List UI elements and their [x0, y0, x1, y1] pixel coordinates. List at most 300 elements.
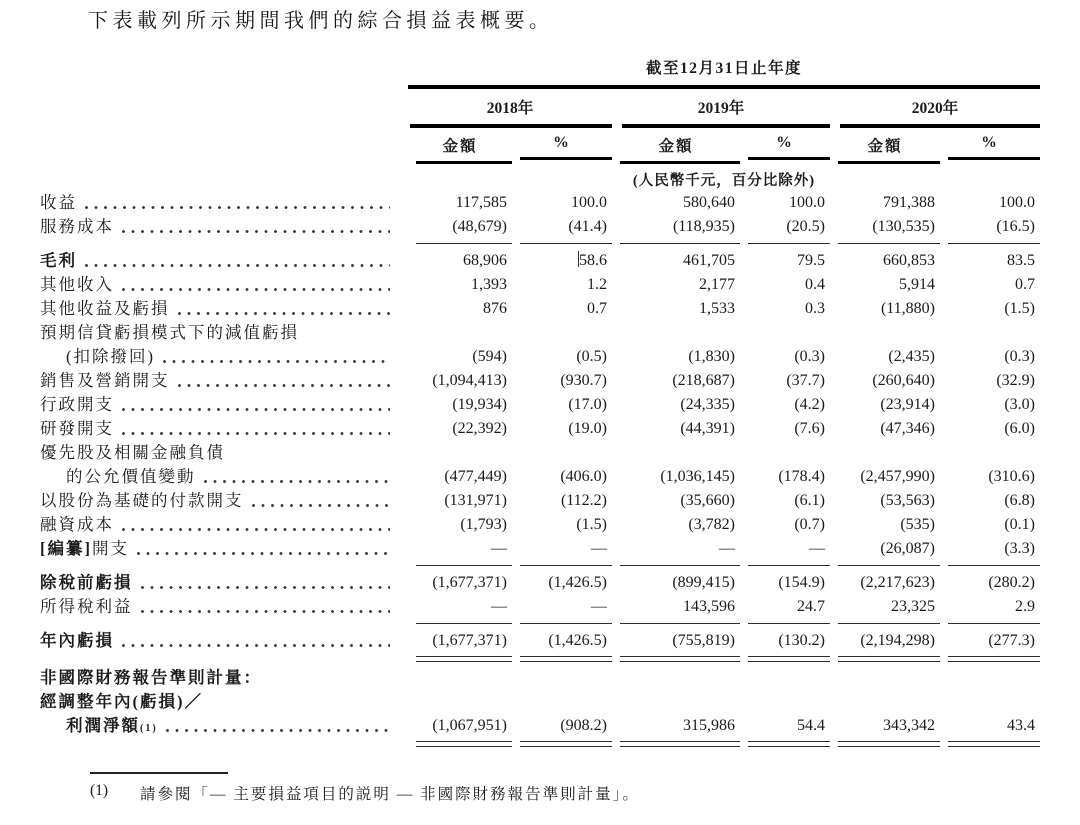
cell-value: (118,935): [672, 218, 735, 235]
row-label-cell: [40, 417, 408, 441]
row-label-cell: [40, 369, 408, 393]
header-spacer: [40, 164, 408, 191]
value-cell: [612, 465, 740, 489]
cell-value: (908.2): [560, 717, 607, 734]
footnote-marker: (1): [90, 782, 109, 799]
value-cell: [512, 537, 612, 561]
dot-leader: [122, 230, 390, 233]
cell-value: (6.0): [1004, 420, 1035, 437]
row-label: 非國際財務報告準則計量：: [40, 668, 262, 687]
value-cell: [612, 273, 740, 297]
value-cell: [830, 273, 940, 297]
value-cell: [408, 489, 512, 513]
cell-value: (26,087): [880, 540, 935, 557]
value-cell: [940, 369, 1040, 393]
cell-value: (1,426.5): [548, 574, 607, 591]
cell-value: 343,342: [883, 717, 935, 734]
table-row: [40, 321, 1040, 345]
value-cell: [940, 513, 1040, 537]
value-cell: [940, 537, 1040, 561]
value-cell: [740, 417, 830, 441]
table-row: [40, 513, 1040, 537]
cell-value: 791,388: [883, 194, 935, 211]
value-cell: [512, 513, 612, 537]
row-label: 行政開支: [40, 395, 114, 414]
cell-value: (154.9): [778, 574, 825, 591]
column-header-label: %: [553, 134, 571, 151]
cell-value: (0.1): [1004, 516, 1035, 533]
column-header-label: %: [981, 134, 999, 151]
value-cell: [940, 249, 1040, 273]
footnote-divider: [90, 772, 228, 774]
row-label-cell: [40, 393, 408, 417]
value-cell: [940, 215, 1040, 239]
row-label: 年內虧損: [40, 631, 114, 650]
value-cell: [408, 537, 512, 561]
value-cell: [512, 465, 612, 489]
cell-value: (4.2): [794, 396, 825, 413]
cell-value: 54.4: [797, 717, 825, 734]
value-cell: [830, 191, 940, 215]
row-label-cell: [40, 345, 408, 369]
cell-value: —: [591, 598, 607, 615]
cell-value: (130,535): [872, 218, 935, 235]
value-cell: [512, 249, 612, 273]
cell-value: (1.5): [1004, 300, 1035, 317]
cell-value: (131,971): [444, 492, 507, 509]
cell-value: (32.9): [996, 372, 1035, 389]
value-cell: [512, 595, 612, 619]
table-row: [40, 417, 1040, 441]
cell-value: (7.6): [794, 420, 825, 437]
cell-value: (6.8): [1004, 492, 1035, 509]
cell-value: (1,677,371): [432, 574, 507, 591]
column-rule: [748, 157, 830, 160]
value-cell: [740, 249, 830, 273]
column-header-label: %: [776, 134, 794, 151]
dot-leader: [204, 480, 391, 483]
value-cell: [408, 215, 512, 239]
row-label-cell: [40, 489, 408, 513]
cell-value: (6.1): [794, 492, 825, 509]
intro-paragraph: 下表載列所示期間我們的綜合損益表概要。: [88, 10, 554, 32]
year-group-2018: [408, 89, 612, 128]
cell-value: 24.7: [797, 598, 825, 615]
cell-value: (22,392): [452, 420, 507, 437]
cell-value: (1,036,145): [660, 468, 735, 485]
row-label: 銷售及營銷開支: [40, 371, 170, 390]
column-header-label: 金額: [658, 138, 694, 155]
cell-value: 660,853: [883, 252, 935, 269]
cell-value: (24,335): [680, 396, 735, 413]
dot-leader: [252, 504, 391, 507]
row-label-cell: [40, 571, 408, 595]
value-cell: [612, 489, 740, 513]
column-header-label: 金額: [442, 138, 478, 155]
value-cell: [740, 714, 830, 738]
row-label: 研發開支: [40, 419, 114, 438]
dot-leader: [122, 432, 390, 435]
dot-leader: [122, 408, 390, 411]
cell-value: (0.7): [794, 516, 825, 533]
value-cell: [740, 369, 830, 393]
value-cell: [408, 273, 512, 297]
cell-value: (20.5): [786, 218, 825, 235]
cell-value: 23,325: [891, 598, 935, 615]
value-cell: [408, 465, 512, 489]
cell-value: (3,782): [688, 516, 735, 533]
row-label-cell: [40, 321, 1040, 345]
cell-value: (3.0): [1004, 396, 1035, 413]
cell-value: 2.9: [1015, 598, 1035, 615]
value-cell: [408, 249, 512, 273]
row-label-cell: [40, 191, 408, 215]
cell-value: (0.3): [1004, 348, 1035, 365]
cell-value: —: [491, 598, 507, 615]
row-label: 預期信貸虧損模式下的減值虧損: [40, 323, 299, 342]
table-row: [40, 215, 1040, 245]
cell-value: 68,906: [463, 252, 507, 269]
value-cell: [512, 345, 612, 369]
cell-value: (19.0): [568, 420, 607, 437]
cell-value: (35,660): [680, 492, 735, 509]
row-label-cell: [40, 629, 408, 653]
cell-value: (178.4): [778, 468, 825, 485]
value-cell: [940, 297, 1040, 321]
row-label: 其他收益及虧損: [40, 299, 170, 318]
cell-value: 58.6: [579, 252, 607, 269]
dot-leader: [141, 586, 391, 589]
value-cell: [408, 595, 512, 619]
cell-value: (477,449): [444, 468, 507, 485]
value-cell: [408, 191, 512, 215]
cell-value: (2,457,990): [860, 468, 935, 485]
cell-value: 0.4: [805, 276, 825, 293]
cell-value: (1,426.5): [548, 632, 607, 649]
cell-value: 1.2: [587, 276, 607, 293]
cell-value: 117,585: [455, 194, 507, 211]
row-label: 經調整年內(虧損)／: [40, 692, 203, 711]
value-cell: [940, 595, 1040, 619]
cell-value: (260,640): [872, 372, 935, 389]
dot-leader: [166, 729, 390, 732]
cell-value: (310.6): [988, 468, 1035, 485]
value-cell: [940, 273, 1040, 297]
value-cell: [830, 465, 940, 489]
row-label-cell: [40, 297, 408, 321]
year-label: 2020年: [911, 100, 959, 117]
cell-value: (1.5): [576, 516, 607, 533]
value-cell: [612, 345, 740, 369]
cell-value: (44,391): [680, 420, 735, 437]
column-header-label: 金額: [867, 138, 903, 155]
cell-value: (41.4): [568, 218, 607, 235]
table-row: [40, 393, 1040, 417]
value-cell: [408, 629, 512, 653]
dot-leader: [122, 528, 390, 531]
year-label: 2018年: [486, 100, 534, 117]
dot-leader: [122, 288, 390, 291]
value-cell: [740, 537, 830, 561]
cell-value: (2,194,298): [860, 632, 935, 649]
value-cell: [612, 537, 740, 561]
cell-value: 100.0: [571, 194, 607, 211]
cell-value: (899,415): [672, 574, 735, 591]
cell-value: (130.2): [778, 632, 825, 649]
cell-value: (280.2): [988, 574, 1035, 591]
unit-note: (人民幣千元，百分比除外): [632, 173, 816, 189]
cell-value: 1,393: [471, 276, 507, 293]
row-label-cell: [40, 595, 408, 619]
footnote-text: 請參閱「— 主要損益項目的説明 — 非國際財務報告準則計量」。: [140, 786, 640, 803]
cell-value: 315,986: [683, 717, 735, 734]
value-cell: [512, 273, 612, 297]
table-row: [40, 191, 1040, 215]
value-cell: [512, 369, 612, 393]
cell-value: 79.5: [797, 252, 825, 269]
cell-value: (755,819): [672, 632, 735, 649]
year-group-2020: [830, 89, 1040, 128]
cell-value: (594): [472, 348, 507, 365]
row-label-cell: [40, 215, 408, 239]
dot-leader: [122, 644, 390, 647]
cell-value: 2,177: [699, 276, 735, 293]
row-label: 利潤淨額: [66, 716, 140, 735]
value-cell: [830, 297, 940, 321]
value-cell: [940, 345, 1040, 369]
year-group-2019: [612, 89, 830, 128]
value-cell: [830, 513, 940, 537]
row-label: 毛利: [40, 251, 77, 270]
value-cell: [512, 297, 612, 321]
cell-value: 43.4: [1007, 717, 1035, 734]
cell-value: 1,533: [699, 300, 735, 317]
value-cell: [940, 393, 1040, 417]
table-header-columns: [40, 128, 1040, 164]
cell-value: (930.7): [560, 372, 607, 389]
value-cell: [740, 513, 830, 537]
cell-value: —: [491, 540, 507, 557]
table-row: [40, 690, 1040, 714]
value-cell: [940, 489, 1040, 513]
row-label-cell: 利潤淨額 (1): [40, 714, 408, 738]
value-cell: [740, 273, 830, 297]
row-label: 的公允價值變動: [66, 467, 196, 486]
cell-value: 5,914: [899, 276, 935, 293]
value-cell: [830, 537, 940, 561]
footnote: [90, 782, 640, 804]
cell-value: 876: [483, 300, 507, 317]
value-cell: [612, 297, 740, 321]
table-row: [40, 249, 1040, 273]
value-cell: [512, 215, 612, 239]
dot-leader: [137, 552, 390, 555]
cell-value: (1,830): [688, 348, 735, 365]
column-header-amount: [830, 128, 940, 164]
cell-value: 0.7: [587, 300, 607, 317]
cell-value: 461,705: [683, 252, 735, 269]
table-row: [40, 465, 1040, 489]
period-header: 截至12月31日止年度: [408, 56, 1040, 89]
cell-value: (19,934): [452, 396, 507, 413]
value-cell: [612, 595, 740, 619]
table-row: [40, 571, 1040, 595]
value-cell: [512, 714, 612, 738]
value-cell: [940, 714, 1040, 738]
cell-value: (2,217,623): [860, 574, 935, 591]
value-cell: [740, 393, 830, 417]
cell-value: 83.5: [1007, 252, 1035, 269]
value-cell: [612, 714, 740, 738]
value-cell: [740, 489, 830, 513]
cell-value: (277.3): [988, 632, 1035, 649]
value-cell: [740, 191, 830, 215]
cell-value: (2,435): [888, 348, 935, 365]
cell-value: (0.3): [794, 348, 825, 365]
row-label: 其他收入: [40, 275, 114, 294]
cell-value: (23,914): [880, 396, 935, 413]
table-row: [40, 629, 1040, 662]
table-row: [40, 595, 1040, 625]
table-row: [40, 537, 1040, 567]
value-cell: [740, 629, 830, 653]
cell-value: (17.0): [568, 396, 607, 413]
column-header-amount: [408, 128, 512, 164]
cell-value: 100.0: [999, 194, 1035, 211]
row-label-cell: [40, 666, 1040, 690]
value-cell: [830, 714, 940, 738]
value-cell: [740, 215, 830, 239]
table-unit-note-row: [40, 164, 1040, 191]
row-label-cell: [40, 273, 408, 297]
value-cell: [612, 215, 740, 239]
pnl-table: [40, 56, 1040, 747]
value-cell: [612, 369, 740, 393]
row-label: 優先股及相關金融負債: [40, 443, 225, 462]
column-header-amount: [612, 128, 740, 164]
value-cell: [830, 215, 940, 239]
cell-value: 0.3: [805, 300, 825, 317]
cell-value: —: [809, 540, 825, 557]
cell-value: —: [719, 540, 735, 557]
row-label: 收益: [40, 193, 77, 212]
value-cell: [830, 393, 940, 417]
value-cell: [512, 571, 612, 595]
value-cell: [740, 345, 830, 369]
cell-value: (11,880): [880, 300, 935, 317]
value-cell: [612, 513, 740, 537]
row-label: 融資成本: [40, 515, 114, 534]
value-cell: [612, 393, 740, 417]
table-row: [40, 441, 1040, 465]
column-rule: [948, 157, 1040, 160]
cell-value: (48,679): [452, 218, 507, 235]
value-cell: [408, 714, 512, 738]
table-row: [40, 489, 1040, 513]
value-cell: [830, 369, 940, 393]
cell-value: —: [591, 540, 607, 557]
value-cell: [740, 571, 830, 595]
row-label: 服務成本: [40, 217, 114, 236]
value-cell: [612, 417, 740, 441]
cell-value: (1,677,371): [432, 632, 507, 649]
column-rule: [520, 157, 612, 160]
dot-leader: [85, 264, 390, 267]
cell-value: 100.0: [789, 194, 825, 211]
header-spacer: [40, 128, 408, 164]
value-cell: [830, 417, 940, 441]
cell-value: (218,687): [672, 372, 735, 389]
value-cell: [408, 297, 512, 321]
value-cell: [408, 345, 512, 369]
value-cell: [940, 571, 1040, 595]
cell-value: 0.7: [1015, 276, 1035, 293]
cell-value: (37.7): [786, 372, 825, 389]
value-cell: [512, 393, 612, 417]
value-cell: [408, 393, 512, 417]
value-cell: [740, 595, 830, 619]
cell-value: 143,596: [683, 598, 735, 615]
value-cell: [940, 191, 1040, 215]
row-label: 所得稅利益: [40, 597, 133, 616]
value-cell: [512, 417, 612, 441]
value-cell: [830, 345, 940, 369]
table-row: [40, 666, 1040, 690]
row-label-cell: [40, 249, 408, 273]
value-cell: [940, 417, 1040, 441]
row-label-cell: [40, 690, 1040, 714]
row-label-cell: [40, 513, 408, 537]
cell-value: (16.5): [996, 218, 1035, 235]
value-cell: [740, 465, 830, 489]
table-row: [40, 273, 1040, 297]
cell-value: (0.5): [576, 348, 607, 365]
row-label-cell: [40, 465, 408, 489]
row-label: 以股份為基礎的付款開支: [40, 491, 244, 510]
cell-value: (1,067,951): [432, 717, 507, 734]
year-label: 2019年: [697, 100, 745, 117]
row-label: 開支: [92, 539, 129, 558]
value-cell: [512, 629, 612, 653]
value-cell: [512, 191, 612, 215]
value-cell: [408, 369, 512, 393]
value-cell: [830, 489, 940, 513]
value-cell: [830, 595, 940, 619]
cell-value: (535): [900, 516, 935, 533]
row-label: 除稅前虧損: [40, 573, 133, 592]
value-cell: [612, 571, 740, 595]
row-label-bold-prefix: [編纂]: [40, 539, 92, 558]
cell-value: (112.2): [560, 492, 607, 509]
row-label-cell: [40, 441, 1040, 465]
cell-value: (53,563): [880, 492, 935, 509]
table-row: [40, 345, 1040, 369]
value-cell: [940, 629, 1040, 653]
column-header-percent: [740, 128, 830, 164]
value-cell: [512, 489, 612, 513]
dot-leader: [178, 384, 391, 387]
value-cell: [740, 297, 830, 321]
dot-leader: [141, 610, 391, 613]
cell-value: (1,793): [460, 516, 507, 533]
value-cell: [830, 249, 940, 273]
table-header-period: [40, 56, 1040, 89]
dot-leader: [85, 206, 390, 209]
row-label: (扣除撥回): [66, 347, 155, 366]
value-cell: [830, 571, 940, 595]
value-cell: [940, 465, 1040, 489]
value-cell: [408, 571, 512, 595]
